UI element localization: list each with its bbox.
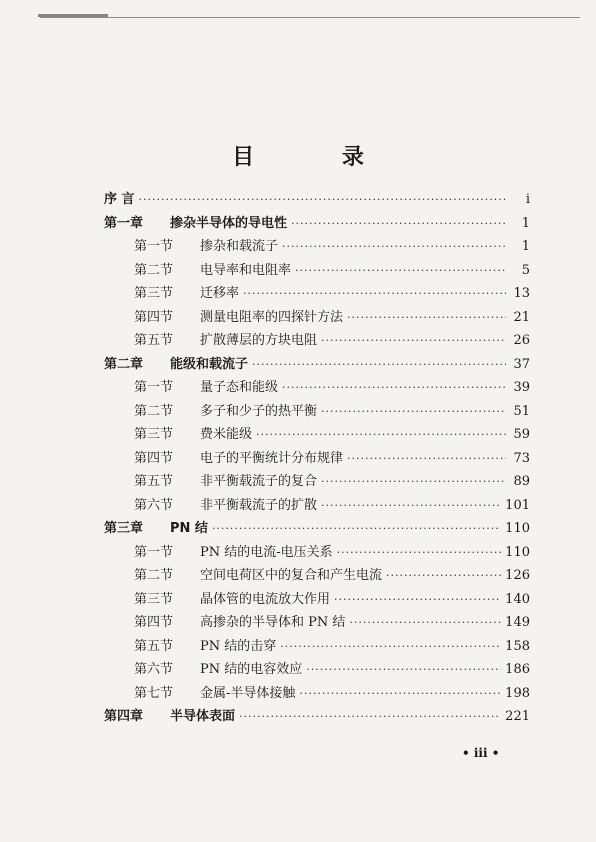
toc-entry-label: 第二节: [134, 568, 174, 583]
toc-page-number: 149: [505, 615, 530, 630]
toc-leader-dots: [212, 522, 501, 535]
page-folio: • iii •: [462, 746, 500, 760]
toc-page-number: 37: [513, 356, 530, 372]
toc-leader-dots: [282, 240, 506, 253]
toc-leader-dots: [334, 593, 501, 606]
toc-chapter-row: [104, 353, 530, 377]
toc-page-number: 110: [505, 521, 530, 536]
toc-page-number: 221: [505, 709, 530, 724]
toc-section-row: [104, 423, 530, 447]
toc-leader-dots: [337, 546, 502, 559]
toc-section-row: [104, 470, 530, 494]
toc-section-row: [104, 494, 530, 518]
toc-entry-title: 能级和载流子: [170, 356, 249, 372]
toc-page-number: 140: [505, 591, 530, 607]
toc-entry-label: 第四节: [134, 450, 174, 466]
toc-entry-title: 掺杂半导体的导电性: [170, 215, 288, 231]
toc-page-number: 198: [505, 685, 530, 701]
toc-leader-dots: [321, 405, 506, 418]
toc-entry-label: 第四节: [134, 309, 174, 325]
toc-entry-title: 费米能级: [200, 427, 253, 442]
toc-entry-label: 第二章: [104, 356, 144, 372]
toc-page-number: 26: [513, 333, 530, 348]
page-title: 目 录: [232, 145, 404, 170]
toc-entry-label: 第五节: [134, 474, 174, 489]
toc-section-row: [104, 682, 530, 706]
toc-entry-label: 第三章: [104, 521, 144, 536]
toc-entry-label: 第一节: [134, 239, 174, 254]
toc-entry-label: 第一节: [134, 380, 174, 395]
toc-page-number: 39: [513, 380, 530, 395]
toc-page-number: i: [525, 192, 530, 207]
toc-section-row: [104, 635, 530, 659]
toc-entry-title: PN 结的击穿: [200, 638, 277, 654]
toc-leader-dots: [321, 475, 506, 488]
toc-page-number: 73: [513, 450, 530, 466]
toc-leader-dots: [243, 287, 506, 300]
toc-entry-title: PN 结的电容效应: [200, 662, 303, 677]
toc-page-number: 158: [505, 638, 530, 654]
toc-section-row: [104, 376, 530, 400]
toc-leader-dots: [139, 193, 506, 206]
toc-entry-title: 非平衡载流子的扩散: [200, 497, 318, 513]
toc-entry-label: 第五节: [134, 333, 174, 348]
toc-section-row: [104, 306, 530, 330]
toc-entry-title: 掺杂和载流子: [200, 239, 279, 254]
toc-entry-title: 非平衡载流子的复合: [200, 474, 318, 489]
toc-entry-label: 第七节: [134, 685, 174, 701]
toc-section-row: [104, 329, 530, 353]
toc-page-number: 21: [513, 309, 530, 325]
toc-entry-label: 第二节: [134, 262, 174, 278]
toc-entry-title: PN 结的电流-电压关系: [200, 544, 333, 560]
toc-entry-label: 第三节: [134, 591, 174, 607]
toc-entry-label: 第五节: [134, 638, 174, 654]
toc-leader-dots: [256, 428, 506, 441]
toc-section-row: [104, 658, 530, 682]
toc-leader-dots: [321, 334, 506, 347]
toc-entry-title: PN 结: [170, 521, 208, 536]
toc-entry-label: 第一节: [134, 544, 174, 560]
toc-entry-title: 测量电阻率的四探针方法: [200, 309, 344, 325]
toc-entry-label: 第四章: [104, 709, 144, 724]
toc-section-row: [104, 235, 530, 259]
toc-page-number: 1: [521, 239, 530, 254]
toc-leader-dots: [321, 499, 501, 512]
toc-section-row: [104, 259, 530, 283]
toc-entry-title: 扩散薄层的方块电阻: [200, 333, 318, 348]
toc-chapter-row: [104, 517, 530, 541]
toc-chapter-row: [104, 188, 530, 212]
toc-page-number: 51: [513, 403, 530, 419]
toc-section-row: [104, 447, 530, 471]
toc-entry-label: 第三节: [134, 427, 174, 442]
toc-entry-label: 第二节: [134, 403, 174, 419]
toc-page-number: 110: [505, 544, 530, 560]
toc-leader-dots: [349, 616, 501, 629]
toc-page-number: 13: [513, 286, 530, 301]
toc-entry-title: 电导率和电阻率: [200, 262, 292, 278]
toc-leader-dots: [282, 381, 506, 394]
toc-chapter-row: [104, 705, 530, 729]
toc-entry-title: 电子的平衡统计分布规律: [200, 450, 344, 466]
toc-page-number: 89: [513, 474, 530, 489]
toc-leader-dots: [291, 217, 506, 230]
toc-page-number: 59: [513, 427, 530, 442]
toc-entry-label: 第一章: [104, 215, 144, 231]
toc-section-row: [104, 611, 530, 635]
top-rule: [40, 17, 580, 18]
toc-entry-title: 空间电荷区中的复合和产生电流: [200, 568, 383, 583]
toc-page-number: 5: [521, 262, 530, 278]
toc-leader-dots: [347, 452, 506, 465]
toc-entry-title: 高掺杂的半导体和 PN 结: [200, 615, 346, 630]
toc-chapter-row: [104, 212, 530, 236]
toc-leader-dots: [295, 264, 506, 277]
toc-page-number: 186: [505, 662, 530, 677]
toc-entry-label: 序 言: [104, 192, 135, 207]
toc-section-row: [104, 541, 530, 565]
toc-page-number: 101: [505, 497, 530, 513]
toc-entry-title: 金属-半导体接触: [200, 685, 296, 701]
toc-leader-dots: [306, 663, 501, 676]
toc-leader-dots: [239, 710, 501, 723]
table-of-contents: [104, 188, 530, 729]
toc-leader-dots: [252, 358, 506, 371]
toc-entry-title: 多子和少子的热平衡: [200, 403, 318, 419]
toc-leader-dots: [347, 311, 506, 324]
toc-entry-label: 第六节: [134, 497, 174, 513]
toc-section-row: [104, 400, 530, 424]
toc-entry-label: 第六节: [134, 662, 174, 677]
toc-entry-label: 第四节: [134, 615, 174, 630]
toc-entry-title: 量子态和能级: [200, 380, 279, 395]
toc-section-row: [104, 282, 530, 306]
toc-leader-dots: [299, 687, 501, 700]
toc-entry-label: 第三节: [134, 286, 174, 301]
toc-entry-title: 晶体管的电流放大作用: [200, 591, 331, 607]
toc-entry-title: 半导体表面: [170, 709, 236, 724]
toc-leader-dots: [280, 640, 501, 653]
toc-page-number: 1: [521, 215, 530, 231]
toc-section-row: [104, 564, 530, 588]
toc-section-row: [104, 588, 530, 612]
toc-leader-dots: [386, 569, 501, 582]
toc-entry-title: 迁移率: [200, 286, 240, 301]
toc-page-number: 126: [505, 568, 530, 583]
